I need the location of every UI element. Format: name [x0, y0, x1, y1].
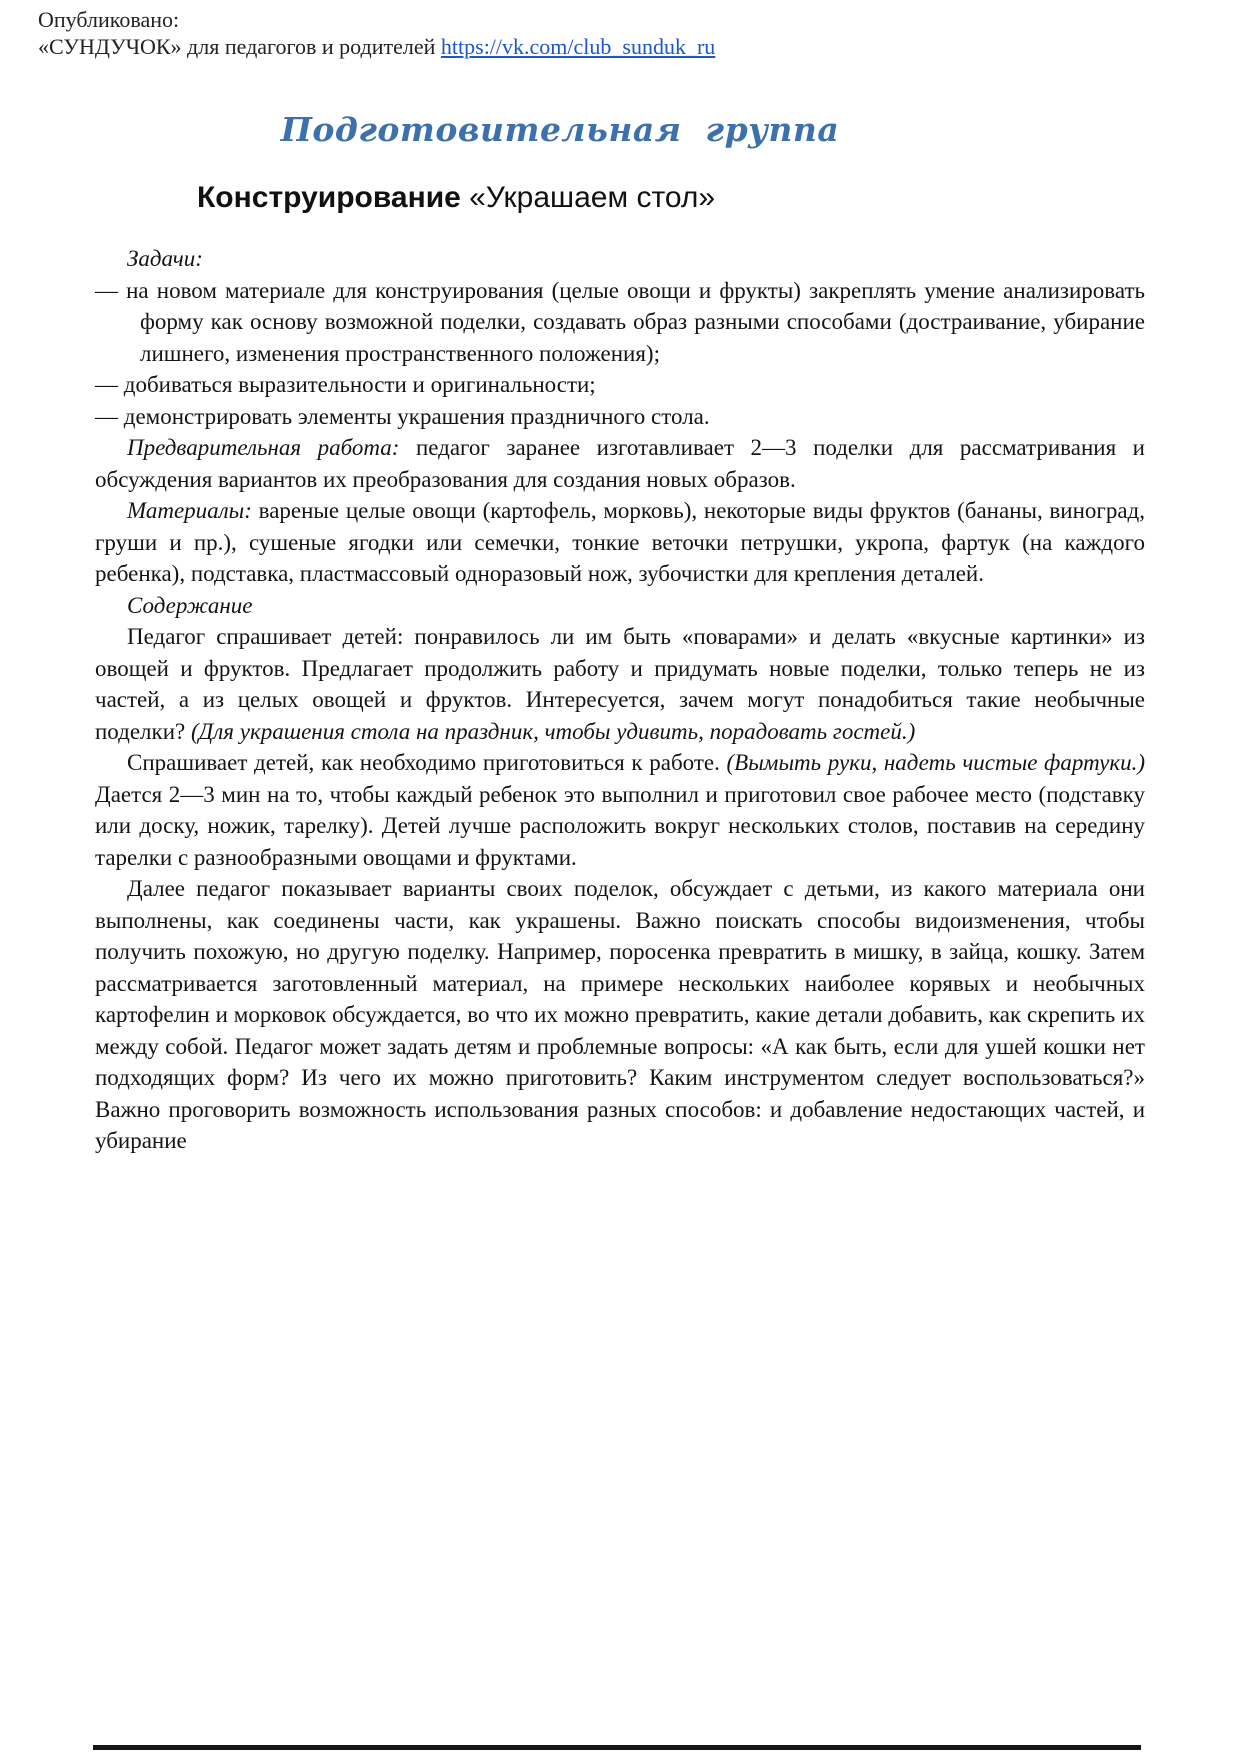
content-paragraph — [95, 621, 1145, 747]
document-body — [95, 243, 1145, 1157]
source-text: «СУНДУЧОК» для педагогов и родителей — [38, 34, 441, 59]
task-item — [95, 401, 1145, 433]
preliminary-work-paragraph — [95, 432, 1145, 495]
source-line — [38, 33, 715, 60]
text-run: — на новом материале для конструирования (целые овощи и фрукты) закреплять умение анализировать форму как основу возможной поделки, создавать образ разными способами (достраивание, убирание лишнего, изменения пространственного положения); — [95, 277, 1145, 366]
task-item — [95, 275, 1145, 370]
content-paragraph — [95, 873, 1145, 1157]
scan-artifact-line — [93, 1745, 1141, 1750]
text-run: Педагог спрашивает детей: понравилось ли им быть «поварами» и делать «вкусные картинки» из овощей и фруктов. Предлагает продолжить работу и придумать новые поделки, только теперь не из частей, а из целых овощей и фруктов. Интересуется, зачем могут понадобиться такие необычные поделки? — [95, 624, 1145, 744]
text-run: Спрашивает детей, как необходимо приготовиться к работе. — [127, 750, 727, 775]
text-run: Материалы: — [127, 498, 252, 523]
text-run: Задачи: — [127, 246, 203, 271]
content-label — [95, 590, 1145, 622]
published-label: Опубликовано: — [38, 7, 180, 32]
lesson-name: «Украшаем стол» — [460, 181, 716, 214]
text-run: (Вымыть руки, надеть чистые фартуки.) — [726, 750, 1145, 775]
vk-club-link[interactable]: https://vk.com/club_sunduk_ru — [440, 34, 716, 59]
text-run: педагог заранее изготавливает 2—3 поделки для рассматривания и обсуждения вариантов их преобразования для создания новых образов. — [95, 435, 1145, 492]
text-run: — демонстрировать элементы украшения праздничного стола. — [95, 403, 710, 429]
group-title: Подготовительная группа — [280, 110, 840, 149]
text-run: — добиваться выразительности и оригинальности; — [95, 372, 596, 397]
text-run: Дается 2—3 мин на то, чтобы каждый ребенок это выполнил и приготовил свое рабочее место (подставку или доску, ножик, тарелку). Детей лучше расположить вокруг нескольких столов, поставив на середину тарелки с разнообразными овощами и фруктами. — [95, 781, 1145, 870]
tasks-label — [95, 243, 1145, 275]
page-header — [38, 6, 715, 60]
materials-paragraph — [95, 495, 1145, 590]
text-run: вареные целые овощи (картофель, морковь), некоторые виды фруктов (бананы, виноград, груши и пр.), сушеные ягодки или семечки, тонкие веточки петрушки, укропа, фартук (на каждого ребенка), подставка, пластмассовый одноразовый нож, зубочистки для крепления деталей. — [95, 498, 1145, 586]
text-run: Содержание — [127, 592, 253, 618]
lesson-title — [197, 181, 715, 215]
text-run: (Для украшения стола на праздник, чтобы удивить, порадовать гостей.) — [190, 718, 916, 744]
lesson-type: Конструирование — [197, 181, 461, 214]
content-paragraph — [95, 747, 1145, 873]
text-run: Предварительная работа: — [127, 435, 400, 460]
task-item — [95, 369, 1145, 401]
text-run: Далее педагог показывает варианты своих поделок, обсуждает с детьми, из какого материала они выполнены, как соединены части, как украшены. Важно поискать способы видоизменения, чтобы получить похожую, но другую поделку. Например, поросенка превратить в мишку, в зайца, кошку. Затем рассматривается заготовленный материал, на примере нескольких наиболее корявых и необычных картофелин и морковок обсуждается, во что их можно превратить, какие детали добавить, как скрепить их между собой. Педагог может задать детям и проблемные вопросы: «А как быть, если для ушей кошки нет подходящих форм? Из чего их можно приготовить? Каким инструментом следует воспользоваться?» Важно проговорить возможность использования разных способов: и добавление недостающих частей, и убирание — [95, 876, 1145, 1153]
